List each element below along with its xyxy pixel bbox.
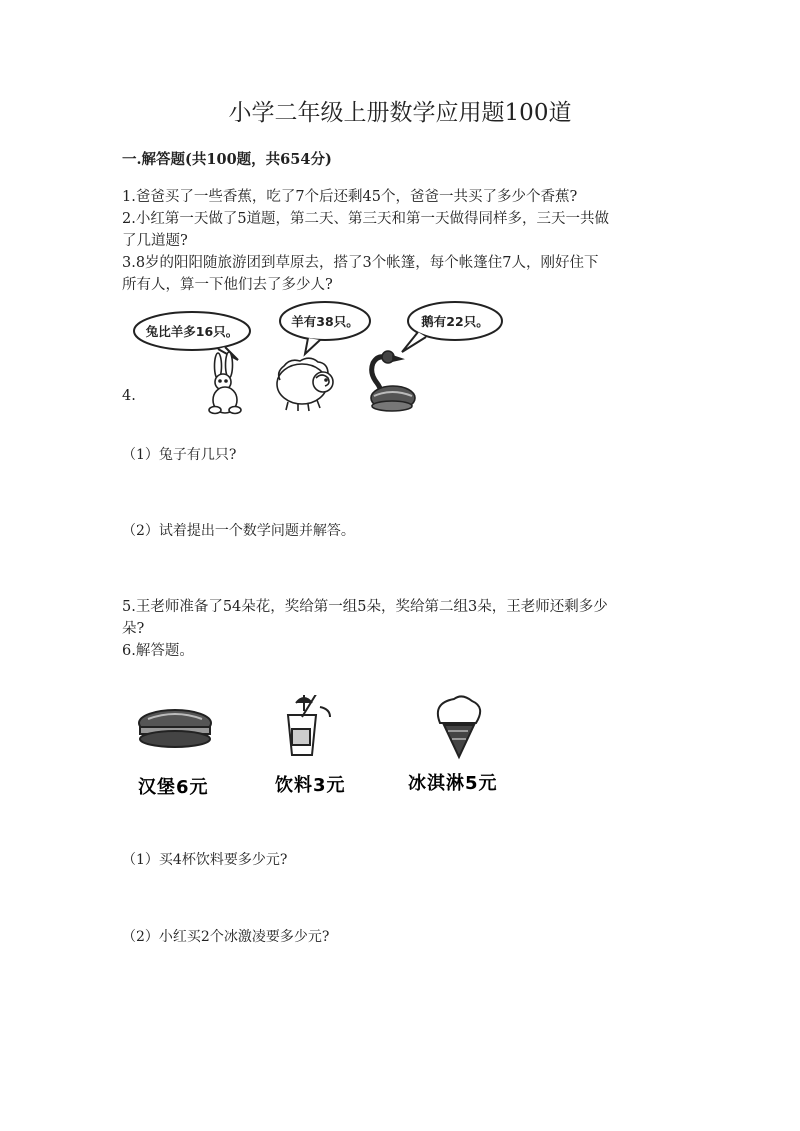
burger-icon	[139, 710, 211, 747]
ice-cream-icon	[438, 696, 480, 757]
question-3-line-2: 所有人，算一下他们去了多少人?	[122, 277, 333, 293]
question-5-line-1: 5.王老师准备了54朵花，奖给第一组5朵，奖给第二组3朵，王老师还剩多少	[122, 599, 608, 615]
bubble-text-sheep: 羊有38只。	[291, 314, 359, 329]
q6-illustration	[130, 695, 530, 805]
ice-cream-price-label: 冰淇淋5元	[408, 773, 498, 794]
section-heading: 一.解答题(共100题，共654分)	[122, 151, 332, 168]
bubble-text-goose: 鹅有22只。	[421, 314, 489, 329]
speech-bubble-rabbit	[134, 312, 250, 360]
drink-price-label: 饮料3元	[275, 775, 346, 796]
question-3-line-1: 3.8岁的阳阳随旅游团到草原去，搭了3个帐篷，每个帐篷住7人，刚好住下	[122, 255, 599, 271]
speech-bubble-sheep	[280, 302, 370, 354]
question-5-line-2: 朵?	[122, 621, 145, 637]
page-title: 小学二年级上册数学应用题100道	[228, 100, 572, 126]
question-6: 6.解答题。	[122, 643, 194, 659]
question-4-sub-1: （1）兔子有几只?	[122, 447, 237, 463]
question-4-number: 4.	[122, 388, 136, 404]
question-4-sub-2: （2）试着提出一个数学问题并解答。	[122, 523, 355, 539]
burger-price-label: 汉堡6元	[138, 777, 209, 798]
drink-icon	[288, 695, 330, 755]
question-2-line-1: 2.小红第一天做了5道题，第二天、第三天和第一天做得同样多，三天一共做	[122, 211, 610, 227]
bubble-text-rabbit: 兔比羊多16只。	[145, 324, 239, 339]
question-6-sub-1: （1）买4杯饮料要多少元?	[122, 852, 288, 868]
question-2-line-2: 了几道题?	[122, 233, 188, 249]
question-1: 1.爸爸买了一些香蕉，吃了7个后还剩45个，爸爸一共买了多少个香蕉?	[122, 189, 578, 205]
question-6-sub-2: （2）小红买2个冰激凌要多少元?	[122, 929, 330, 945]
speech-bubble-goose	[402, 302, 502, 352]
